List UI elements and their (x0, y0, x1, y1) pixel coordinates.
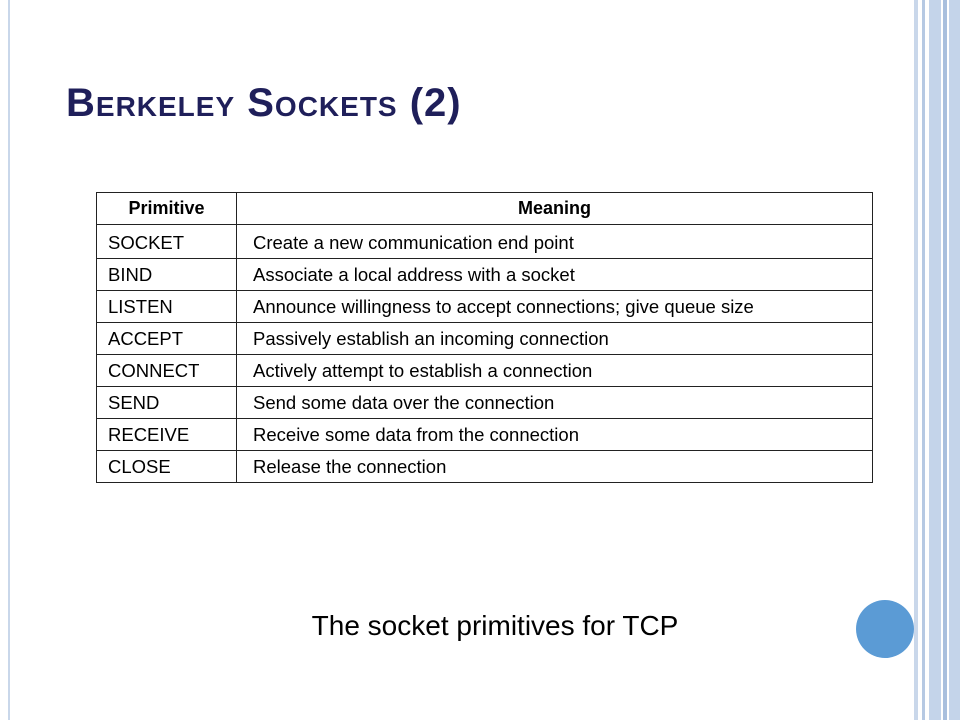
primitive-cell: LISTEN (97, 291, 237, 323)
primitive-cell: BIND (97, 259, 237, 291)
slide-title: Berkeley Sockets (2) (66, 81, 462, 125)
table-row (97, 291, 873, 323)
primitive-cell: SEND (97, 387, 237, 419)
table-caption: The socket primitives for TCP (311, 610, 679, 641)
primitive-cell: ACCEPT (97, 323, 237, 355)
primitive-cell: CLOSE (97, 451, 237, 483)
header-meaning: Meaning (237, 193, 873, 225)
decorative-circle (856, 600, 914, 658)
table-row (97, 323, 873, 355)
meaning-cell: Passively establish an incoming connection (237, 323, 873, 355)
meaning-cell: Associate a local address with a socket (237, 259, 873, 291)
primitives-table (96, 192, 873, 483)
meaning-cell: Release the connection (237, 451, 873, 483)
header-primitive: Primitive (97, 193, 237, 225)
primitive-cell: RECEIVE (97, 419, 237, 451)
table-row (97, 451, 873, 483)
primitive-cell: SOCKET (97, 225, 237, 259)
meaning-cell: Receive some data from the connection (237, 419, 873, 451)
meaning-cell: Announce willingness to accept connections; give queue size (237, 291, 873, 323)
table-row (97, 259, 873, 291)
table-row (97, 419, 873, 451)
table-row (97, 387, 873, 419)
meaning-cell: Create a new communication end point (237, 225, 873, 259)
table-row (97, 225, 873, 259)
primitives-table-container (96, 192, 873, 483)
table-row (97, 355, 873, 387)
meaning-cell: Send some data over the connection (237, 387, 873, 419)
table-header-row (97, 193, 873, 225)
primitive-cell: CONNECT (97, 355, 237, 387)
meaning-cell: Actively attempt to establish a connection (237, 355, 873, 387)
